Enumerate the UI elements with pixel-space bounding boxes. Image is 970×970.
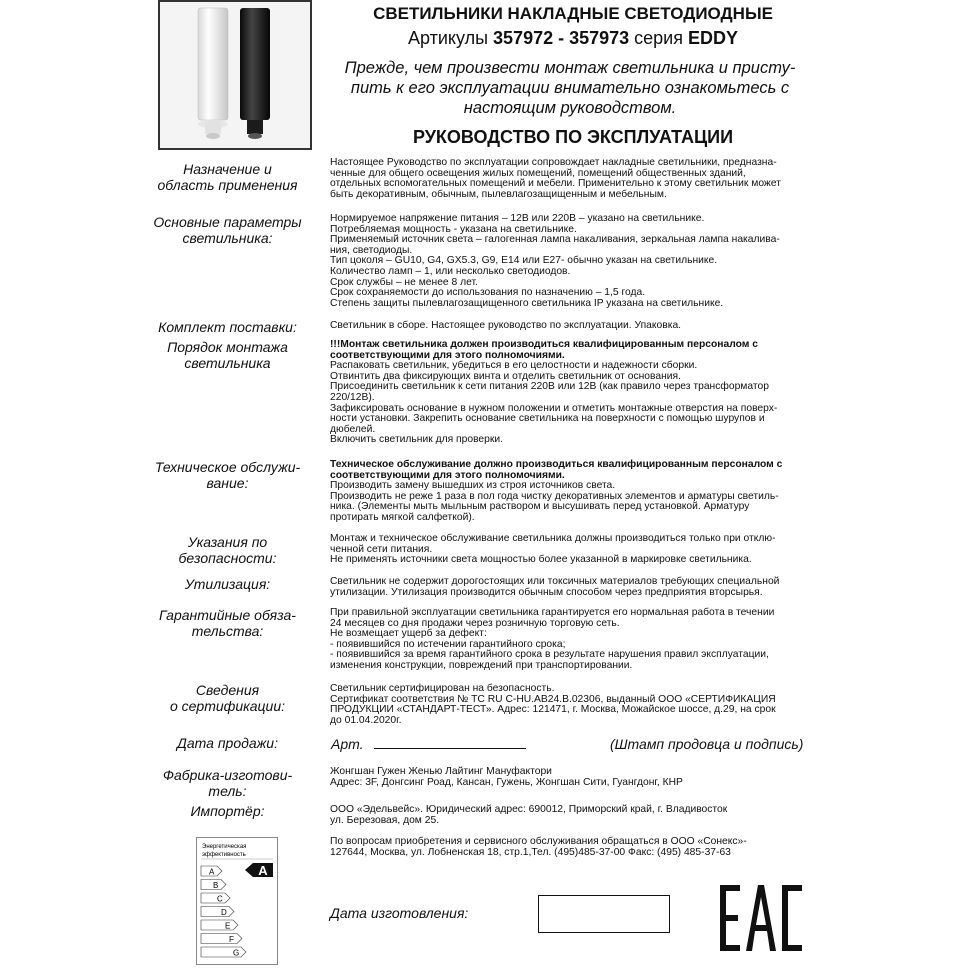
sale-label: Дата продажи: <box>177 735 278 751</box>
params-label: Основные параметры светильника: <box>153 214 302 246</box>
guide-title: РУКОВОДСТВО ПО ЭКСПЛУАТАЦИИ <box>412 127 734 147</box>
energy-label <box>196 837 278 965</box>
importer-label: Импортёр: <box>190 803 265 819</box>
energy-class-label-g: G <box>233 948 240 958</box>
manufactured-label: Дата изготовления: <box>330 905 469 921</box>
sale-art-label: Арт. <box>331 736 364 752</box>
warranty-text: При правильной эксплуатации светильника гарантируется его нормальная работа в течении 24 месяцев со дня продажи через розничную торговую сеть. Не возмещает ущерб за дефект: - появившийся по истечении гарантийного срока; - появившийся за время гарантийного срока в результате нарушения правил эксплуатации, изменения конструкции, повреждений при транспортировании. <box>330 607 775 671</box>
energy-class-bar-f <box>201 934 242 944</box>
eac-mark <box>718 883 804 953</box>
warning-text: Прежде, чем произвести монтаж светильника и присту- пить к его эксплуатации внимательно ознакомьтесь с настоящим руководством. <box>344 59 796 117</box>
energy-class-label-f: F <box>229 935 234 944</box>
energy-label-graphic <box>197 838 277 964</box>
energy-title-line-1: Энергетическая <box>202 844 247 850</box>
factory-text: Жонгшан Гужен Женью Лайтинг Мануфактори Адрес: 3F, Донгсинг Роад, Кансан, Гужень, Жонгшан Сити, Гуангдонг, КНР <box>330 766 683 788</box>
warranty-label: Гарантийные обяза- тельства: <box>159 607 296 639</box>
energy-class-label-c: C <box>217 894 223 904</box>
energy-rating: A <box>258 863 268 878</box>
safety-label: Указания по безопасности: <box>178 534 277 566</box>
stamp-caption: (Штамп продовца и подпись) <box>610 736 804 752</box>
manufactured-date-box[interactable] <box>538 895 670 933</box>
factory-label: Фабрика-изготови- тель: <box>162 767 293 799</box>
purpose-text: Настоящее Руководство по эксплуатации сопровождает накладные светильники, предназна- ченные для общего освещения жилых помещений, помещений общественных зданий, отдельных вспомогательных помещений и мебели. Применительно к этому светильник может быть декоративным, обычным, пылевлагозащищенным и мебельным. <box>330 157 781 200</box>
cert-text: Светильник сертифицирован на безопасность. Сертификат соответствия № ТС RU С-HU.АВ24.В.02306, выданный ООО «СЕРТИФИКАЦИЯ ПРОДУКЦИИ «СТАНДАРТ-ТЕСТ». Адрес: 121471, г. Москва, Можайское шоссе, д.29, на срок до 01.04.2020г. <box>330 683 776 726</box>
energy-class-bar-d <box>201 907 234 917</box>
mount-label: Порядок монтажа светильника <box>167 339 288 371</box>
energy-class-bar-g <box>201 947 246 957</box>
kit-label: Комплект поставки: <box>158 319 297 335</box>
energy-class-label-e: E <box>225 921 231 931</box>
safety-text: Монтаж и техническое обслуживание светильника должны производиться только при отклю- ченной сети питания. Не применять источники света мощностью более указанной в маркировке светильника. <box>330 533 776 566</box>
importer-text: ООО «Эдельвейс». Юридический адрес: 690012, Приморский край, г. Владивосток ул. Березовая, дом 25. <box>330 804 728 826</box>
energy-title-line-2: эффективность <box>202 852 246 858</box>
cert-label: Сведения о сертификации: <box>169 682 286 714</box>
energy-class-bar-e <box>201 920 238 930</box>
energy-class-label-a: A <box>209 867 215 877</box>
eac-logo <box>718 883 804 953</box>
service-text: Техническое обслуживание должно производиться квалифицированным персоналом с соответствующими для этого полномочиями. Производить замену вышедших из строя источников света. Производить не реже 1 раза в пол года чистку декоративных элементов и арматуры светиль- ника. (Элементы мыть мыльным раствором и высушивать перед установкой. Арматуру протирать мягкой салфеткой). <box>330 459 783 523</box>
disposal-label: Утилизация: <box>184 576 271 592</box>
service-label: Техническое обслужи- вание: <box>154 459 301 491</box>
kit-text: Светильник в сборе. Настоящее руководство по эксплуатации. Упаковка. <box>330 320 682 331</box>
article-line: Артикулы 357972 - 357973 серия EDDY <box>407 28 738 48</box>
contacts-text: По вопросам приобретения и сервисного обслуживания обращаться в ООО «Сонекс»- 127644, Москва, ул. Лобненская 18, стр.1,Тел. (495)485-37-00 Факс: (495) 485-37-63 <box>330 836 747 858</box>
purpose-label: Назначение и область применения <box>157 161 298 193</box>
product-image <box>160 2 310 148</box>
mount-text: !!!Монтаж светильника должен производиться квалифицированным персоналом с соответствующими для этого полномочиями. Распаковать светильник, убедиться в его целостности и надежности сборки. Отвинтить два фиксирующих винта и отделить светильник от основания. Присоединить светильник к сети питания 220В или 12В (как правило через трансформатор 220/12В). Зафиксировать основание в нужном положении и отметить монтажные отверстия на поверх- ности установки. Закрепить основание светильника на поверхности с помощью шурупов и дюбелей. Включить светильник для проверки. <box>330 339 778 446</box>
energy-class-label-d: D <box>221 908 227 917</box>
energy-class-label-b: B <box>213 881 219 890</box>
page-title: СВЕТИЛЬНИКИ НАКЛАДНЫЕ СВЕТОДИОДНЫЕ <box>373 4 773 23</box>
sale-art-field[interactable] <box>374 748 526 749</box>
energy-class-bar-c <box>201 893 230 903</box>
params-text: Нормируемое напряжение питания – 12В или 220В – указано на светильнике. Потребляемая мощность - указана на светильнике. Применяемый источник света – галогенная лампа накаливания, зеркальная лампа накалива- ния, светодиоды. Тип цоколя – GU10, G4, GX5.3, G9, E14 или E27- обычно указан на светильнике. Количество ламп – 1, или несколько светодиодов. Срок службы – не менее 8 лет. Срок сохраняемости до использования по назначению – 1,5 года. Степень защиты пылевлагозащищенного светильника IP указана на светильнике. <box>330 213 780 309</box>
product-photo <box>158 0 312 150</box>
disposal-text: Светильник не содержит дорогостоящих или токсичных материалов требующих специальной утилизации. Утилизация производится обычным способом через предприятия вторсырья. <box>330 576 780 598</box>
